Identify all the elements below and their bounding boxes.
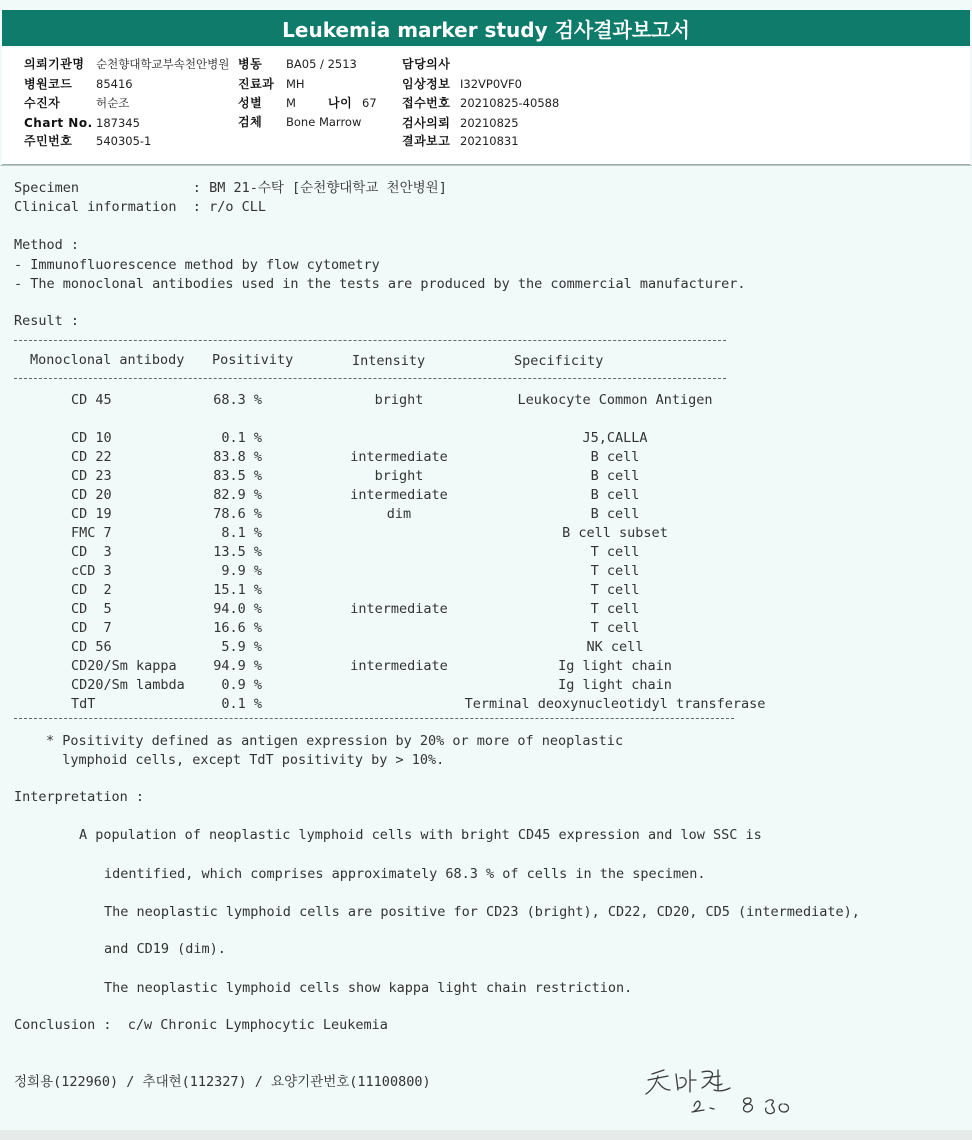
value-clinical-info: I32VP0VF0 — [460, 77, 522, 91]
label-resident-number: 주민번호 — [24, 134, 73, 148]
interpretation-line-1: A population of neoplastic lymphoid cells with bright CD45 expression and low SSC is — [79, 827, 762, 843]
cell-antibody: CD 10 — [71, 430, 112, 446]
interpretation-line-4: and CD19 (dim). — [104, 941, 226, 957]
handwritten-signature — [630, 1060, 830, 1120]
cell-positivity: 5.9 % — [221, 639, 262, 655]
cell-antibody: CD 19 — [71, 506, 112, 522]
cell-antibody: cCD 3 — [71, 563, 112, 579]
cell-specificity: T cell — [590, 582, 640, 598]
cell-positivity: 16.6 % — [213, 620, 262, 636]
cell-positivity: 78.6 % — [213, 506, 262, 522]
label-chart-no: Chart No. — [24, 116, 93, 130]
cell-antibody: CD 7 — [71, 620, 112, 636]
cell-specificity: T cell — [590, 544, 640, 560]
cell-specificity: B cell — [590, 449, 640, 465]
table-bottom-rule — [14, 718, 734, 719]
value-receipt-number: 20210825-40588 — [460, 96, 560, 110]
conclusion-line: Conclusion : c/w Chronic Lymphocytic Leukemia — [14, 1017, 388, 1033]
clinical-info-line: Clinical information : r/o CLL — [14, 199, 266, 215]
cell-specificity: NK cell — [586, 639, 644, 655]
cell-positivity: 94.9 % — [213, 658, 262, 674]
cell-specificity: Leukocyte Common Antigen — [517, 392, 713, 408]
cell-antibody: TdT — [71, 696, 96, 712]
cell-antibody: CD 5 — [71, 601, 112, 617]
label-requesting-institution: 의뢰기관명 — [24, 57, 85, 71]
cell-specificity: Ig light chain — [558, 658, 672, 674]
cell-specificity: T cell — [590, 563, 640, 579]
cell-intensity: bright — [374, 468, 424, 484]
cell-positivity: 83.5 % — [213, 468, 262, 484]
report-title: Leukemia marker study 검사결과보고서 — [2, 10, 970, 46]
cell-antibody: CD 22 — [71, 449, 112, 465]
result-title: Result : — [14, 313, 80, 329]
cell-antibody: CD 56 — [71, 639, 112, 655]
value-sex: M — [286, 96, 296, 110]
interpretation-line-2: identified, which comprises approximately 68.3 % of cells in the specimen. — [104, 866, 706, 882]
label-test-request: 검사의뢰 — [402, 116, 451, 130]
interpretation-line-3: The neoplastic lymphoid cells are positive for CD23 (bright), CD22, CD20, CD5 (intermediate), — [104, 904, 860, 920]
signers-line: 정희용(122960) / 추대현(112327) / 요양기관번호(11100800) — [14, 1074, 431, 1090]
value-specimen-type: Bone Marrow — [286, 115, 362, 129]
value-chart-no: 187345 — [96, 116, 140, 130]
cell-specificity: B cell subset — [562, 525, 668, 541]
table-header-rule — [14, 378, 726, 379]
cell-antibody: CD20/Sm lambda — [71, 677, 185, 693]
label-clinical-info: 임상정보 — [402, 77, 451, 91]
cell-intensity: dim — [386, 506, 412, 522]
cell-antibody: CD 3 — [71, 544, 112, 560]
table-top-rule — [14, 340, 726, 341]
cell-positivity: 68.3 % — [213, 392, 262, 408]
cell-specificity: Ig light chain — [558, 677, 672, 693]
value-patient: 허순조 — [96, 96, 130, 110]
value-requesting-institution: 순천향대학교부속천안병원 — [96, 57, 230, 71]
cell-positivity: 13.5 % — [213, 544, 262, 560]
header-positivity: Positivity — [212, 352, 294, 368]
cell-antibody: CD 23 — [71, 468, 112, 484]
cell-antibody: FMC 7 — [71, 525, 112, 541]
label-sex: 성별 — [238, 96, 263, 110]
cell-specificity: T cell — [590, 601, 640, 617]
cell-positivity: 8.1 % — [221, 525, 262, 541]
header-specificity: Specificity — [514, 353, 604, 369]
label-physician: 담당의사 — [402, 57, 451, 71]
label-result-report: 결과보고 — [402, 134, 451, 148]
value-hospital-code: 85416 — [96, 77, 133, 91]
method-title: Method : — [14, 237, 80, 253]
value-department: MH — [286, 77, 305, 91]
bottom-strip — [0, 1130, 972, 1140]
cell-intensity: intermediate — [350, 658, 448, 674]
cell-specificity: J5,CALLA — [582, 430, 648, 446]
cell-specificity: B cell — [590, 468, 640, 484]
value-ward: BA05 / 2513 — [286, 57, 357, 71]
label-receipt-number: 접수번호 — [402, 96, 451, 110]
cell-antibody: CD 45 — [71, 392, 112, 408]
label-specimen-type: 검체 — [238, 115, 263, 129]
cell-intensity: intermediate — [350, 449, 448, 465]
cell-positivity: 94.0 % — [213, 601, 262, 617]
method-line-2: - The monoclonal antibodies used in the tests are produced by the commercial manufacturer. — [14, 276, 746, 292]
label-ward: 병동 — [238, 57, 263, 71]
header-antibody: Monoclonal antibody — [30, 352, 185, 368]
cell-positivity: 9.9 % — [221, 563, 262, 579]
label-department: 진료과 — [238, 77, 275, 91]
cell-intensity: intermediate — [350, 487, 448, 503]
value-resident-number: 540305-1 — [96, 134, 152, 148]
cell-specificity: B cell — [590, 487, 640, 503]
cell-positivity: 15.1 % — [213, 582, 262, 598]
specimen-line: Specimen : BM 21-수탁 [순천향대학교 천안병원] — [14, 180, 447, 196]
value-age: 67 — [362, 96, 377, 110]
cell-positivity: 82.9 % — [213, 487, 262, 503]
cell-intensity: intermediate — [350, 601, 448, 617]
header-divider — [0, 165, 972, 166]
cell-antibody: CD 2 — [71, 582, 112, 598]
interpretation-line-5: The neoplastic lymphoid cells show kappa light chain restriction. — [104, 980, 633, 996]
cell-specificity: B cell — [590, 506, 640, 522]
interpretation-title: Interpretation : — [14, 789, 145, 805]
cell-antibody: CD20/Sm kappa — [71, 658, 177, 674]
label-age: 나이 — [328, 96, 353, 110]
method-line-1: - Immunofluorescence method by flow cytometry — [14, 257, 380, 273]
cell-intensity: bright — [374, 392, 424, 408]
cell-positivity: 0.1 % — [221, 696, 262, 712]
cell-antibody: CD 20 — [71, 487, 112, 503]
footnote-line-2: lymphoid cells, except TdT positivity by > 10%. — [46, 752, 445, 768]
value-result-report: 20210831 — [460, 134, 519, 148]
cell-specificity: Terminal deoxynucleotidyl transferase — [464, 696, 766, 712]
cell-positivity: 0.1 % — [221, 430, 262, 446]
value-test-request: 20210825 — [460, 116, 519, 130]
patient-info-box — [2, 48, 970, 165]
label-patient: 수진자 — [24, 96, 61, 110]
cell-specificity: T cell — [590, 620, 640, 636]
cell-positivity: 83.8 % — [213, 449, 262, 465]
header-intensity: Intensity — [352, 353, 426, 369]
cell-positivity: 0.9 % — [221, 677, 262, 693]
label-hospital-code: 병원코드 — [24, 77, 73, 91]
footnote-line-1: * Positivity defined as antigen expression by 20% or more of neoplastic — [46, 733, 624, 749]
